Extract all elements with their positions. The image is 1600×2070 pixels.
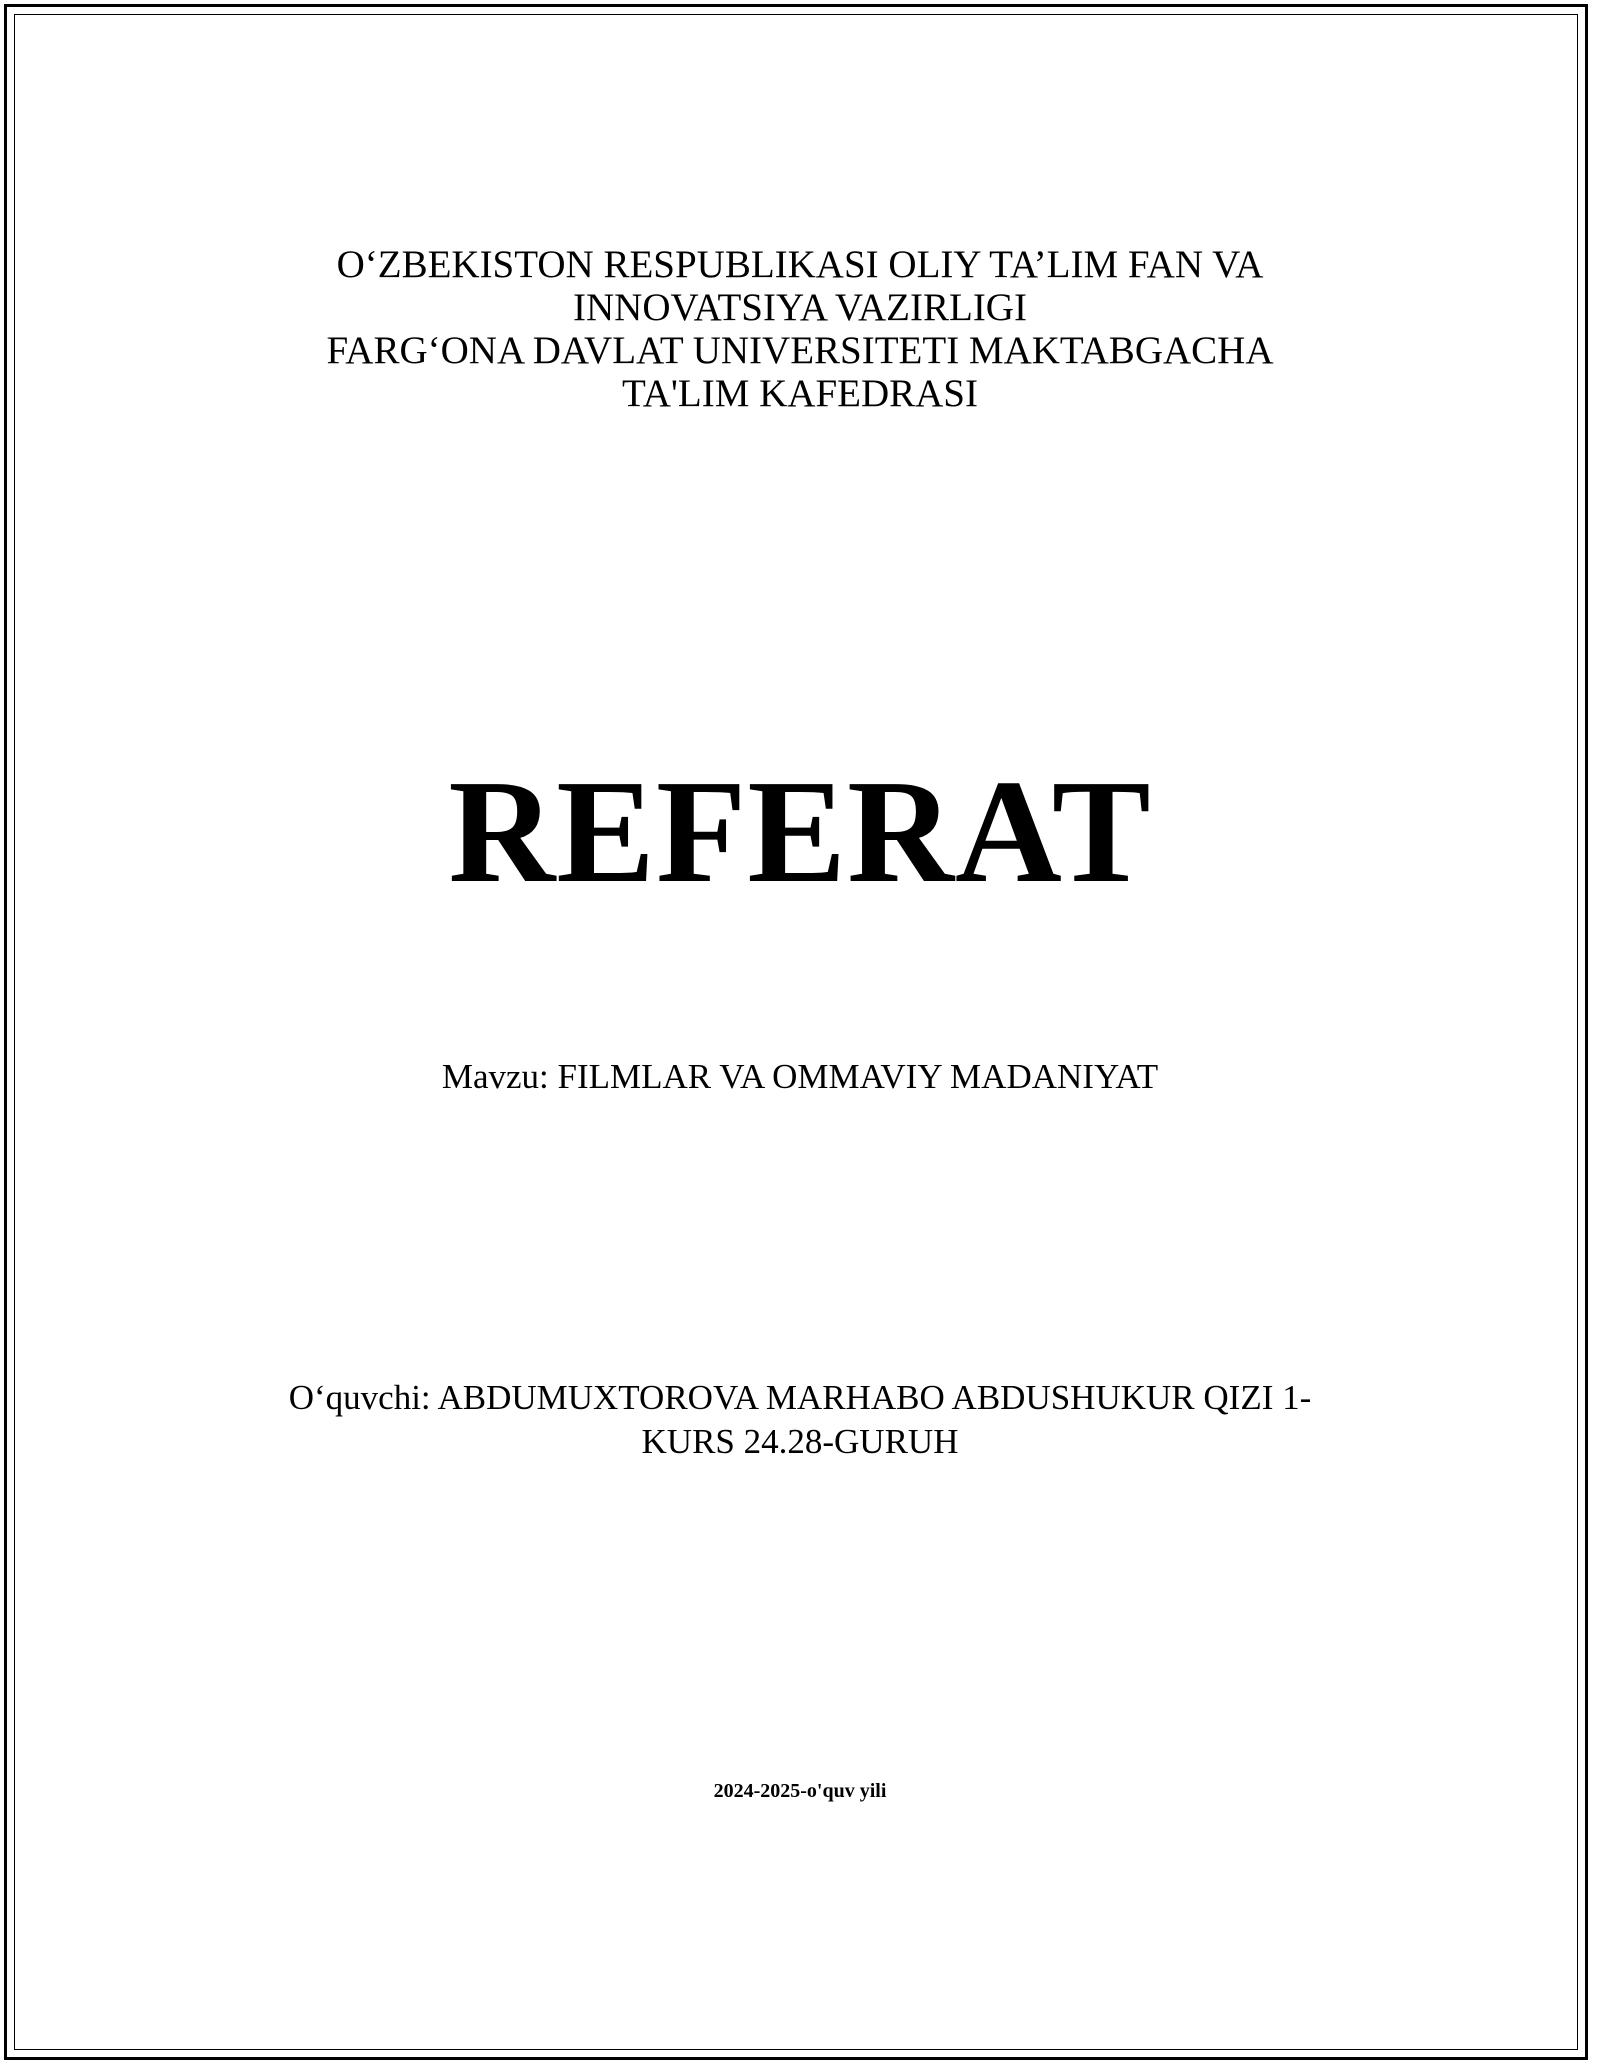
student-line-group: KURS 24.28-GURUH <box>641 1422 959 1461</box>
header-line-department: TA'LIM KAFEDRASI <box>622 372 978 415</box>
header-line-ministry: O‘ZBEKISTON RESPUBLIKASI OLIY TA’LIM FAN VA <box>336 243 1264 286</box>
institution-header <box>0 243 1600 415</box>
student-info <box>0 1376 1600 1464</box>
document-title: REFERAT <box>448 750 1152 914</box>
academic-year: 2024-2025-o'quv yili <box>713 1780 887 1802</box>
header-line-university: FARG‘ONA DAVLAT UNIVERSITETI MAKTABGACHA <box>326 329 1274 372</box>
topic-line: Mavzu: FILMLAR VA OMMAVIY MADANIYAT <box>441 1057 1159 1096</box>
student-line-name: O‘quvchi: ABDUMUXTOROVA MARHABO ABDUSHUKUR QIZI 1- <box>288 1378 1312 1417</box>
header-line-ministry-cont: INNOVATSIYA VAZIRLIGI <box>573 286 1027 329</box>
